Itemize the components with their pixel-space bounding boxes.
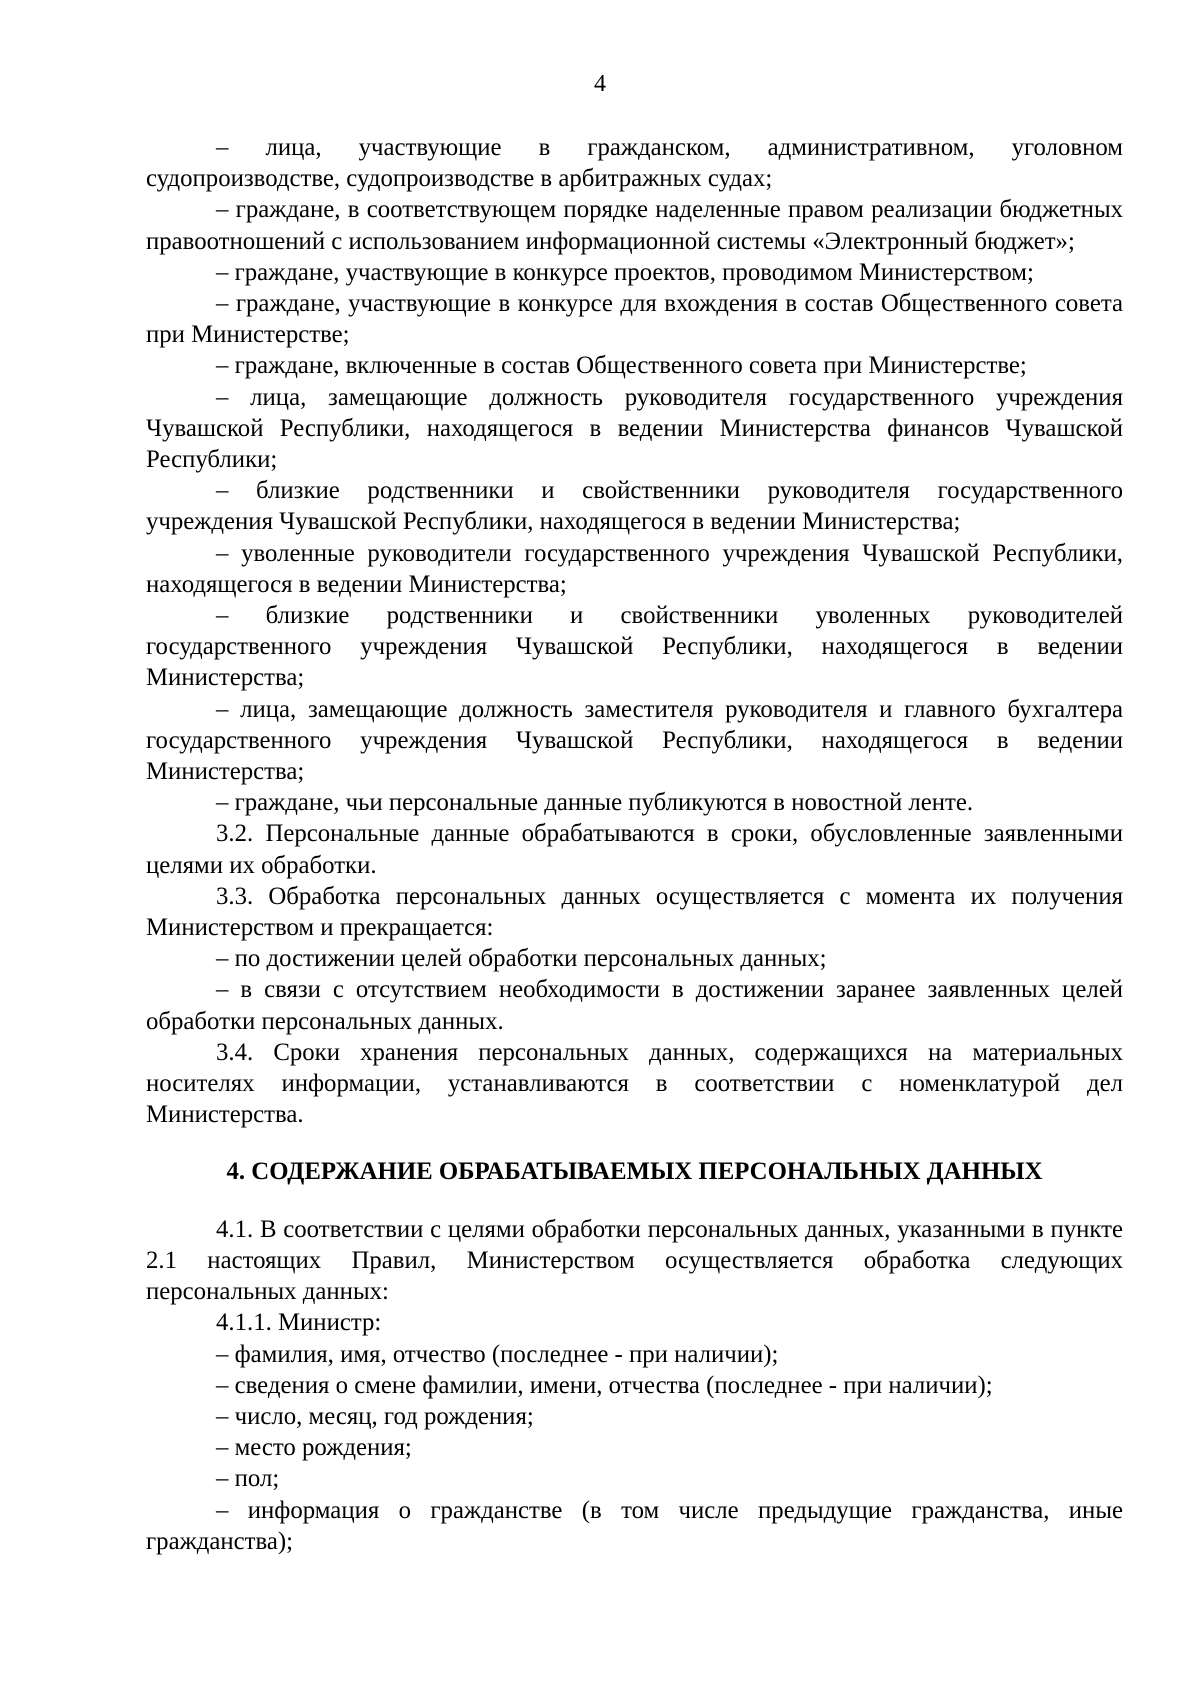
document-body	[146, 132, 1123, 1557]
paragraph: 3.2. Персональные данные обрабатываются в сроки, обусловленные заявленными целями их обработки.	[146, 820, 1123, 879]
paragraph: – близкие родственники и свойственники уволенных руководителей государственного учреждения Чувашской Республики, находящегося в ведении Министерства;	[146, 602, 1123, 692]
paragraph: – фамилия, имя, отчество (последнее - при наличии);	[216, 1340, 779, 1368]
paragraph: – близкие родственники и свойственники руководителя государственного учреждения Чувашской Республики, находящегося в ведении Министерства;	[146, 477, 1123, 536]
paragraph: – по достижении целей обработки персональных данных;	[216, 945, 827, 973]
paragraph: – граждане, включенные в состав Общественного совета при Министерстве;	[216, 352, 1027, 380]
paragraph: – число, месяц, год рождения;	[216, 1402, 534, 1430]
paragraph: – место рождения;	[216, 1434, 412, 1462]
paragraph: 4.1.1. Министр:	[216, 1309, 382, 1337]
paragraph: – граждане, в соответствующем порядке наделенные правом реализации бюджетных правоотношений с использованием информационной системы «Электронный бюджет»;	[146, 196, 1123, 255]
section-heading: 4. СОДЕРЖАНИЕ ОБРАБАТЫВАЕМЫХ ПЕРСОНАЛЬНЫХ ДАННЫХ	[226, 1157, 1043, 1185]
paragraph: – в связи с отсутствием необходимости в достижении заранее заявленных целей обработки персональных данных.	[146, 976, 1123, 1035]
paragraph: – граждане, участвующие в конкурсе проектов, проводимом Министерством;	[216, 258, 1034, 286]
paragraph: – пол;	[216, 1465, 280, 1493]
paragraph: – граждане, чьи персональные данные публикуются в новостной ленте.	[216, 789, 974, 817]
paragraph: – лица, участвующие в гражданском, административном, уголовном судопроизводстве, судопроизводстве в арбитражных судах;	[146, 134, 1123, 193]
paragraph: 4.1. В соответствии с целями обработки персональных данных, указанными в пункте 2.1 настоящих Правил, Министерством осуществляется обработка следующих персональных данных:	[146, 1215, 1123, 1306]
page-number: 4	[594, 71, 606, 97]
paragraph: – информация о гражданстве (в том числе предыдущие гражданства, иные гражданства);	[146, 1496, 1123, 1555]
paragraph: 3.3. Обработка персональных данных осуществляется с момента их получения Министерством и прекращается:	[146, 882, 1123, 942]
paragraph: – сведения о смене фамилии, имени, отчества (последнее - при наличии);	[216, 1371, 993, 1399]
paragraph: – лица, замещающие должность руководителя государственного учреждения Чувашской Республики, находящегося в ведении Министерства финансов Чувашской Республики;	[146, 383, 1123, 474]
paragraph: – граждане, участвующие в конкурсе для вхождения в состав Общественного совета при Министерстве;	[146, 290, 1123, 349]
paragraph: – уволенные руководители государственного учреждения Чувашской Республики, находящегося в ведении Министерства;	[146, 539, 1123, 598]
paragraph: – лица, замещающие должность заместителя руководителя и главного бухгалтера государственного учреждения Чувашской Республики, находящегося в ведении Министерства;	[146, 695, 1123, 786]
paragraph: 3.4. Сроки хранения персональных данных, содержащихся на материальных носителях информации, устанавливаются в соответствии с номенклатурой дел Министерства.	[146, 1038, 1123, 1129]
